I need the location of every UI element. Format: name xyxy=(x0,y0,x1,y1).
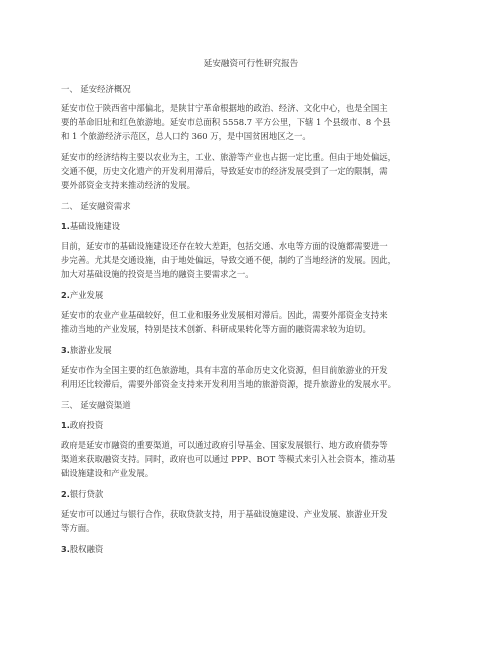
subheading-bank-loans xyxy=(61,489,103,500)
paragraph-line: 渠道来获取融资支持。同时，政府也可以通过 PPP、BOT 等模式来引入社会资本，推动基 xyxy=(61,454,396,464)
subheading-label: 银行贷款 xyxy=(69,489,104,499)
section-heading-channels: 三、 延安融资渠道 xyxy=(61,400,131,410)
paragraph-line: 推动当地的产业发展，特别是技术创新、科研成果转化等方面的融资需求较为迫切。 xyxy=(61,324,371,334)
section-heading-economy: 一、 延安经济概况 xyxy=(61,84,131,94)
subheading-label: 基础设施建设 xyxy=(69,221,121,231)
subheading-number: 3. xyxy=(61,345,70,355)
subheading-number: 1. xyxy=(61,420,70,430)
subheading-government xyxy=(61,420,103,431)
subheading-equity-financing xyxy=(61,544,103,555)
paragraph-line: 加大对基础设施的投资是当地的融资主要需求之一。 xyxy=(61,269,254,279)
paragraph-line: 交通不便，历史文化遗产的开发利用滞后，导致延安市的经济发展受到了一定的限制，需 xyxy=(61,166,388,176)
subheading-industry xyxy=(61,290,103,301)
section-heading-demand: 二、 延安融资需求 xyxy=(61,201,131,211)
paragraph-line: 步完善。尤其是交通设施，由于地处偏远，导致交通不便，制约了当地经济的发展。因此， xyxy=(61,255,396,265)
paragraph-line: 要外部资金支持来推动经济的发展。 xyxy=(61,180,195,190)
subheading-label: 政府投资 xyxy=(69,420,104,430)
subheading-label: 产业发展 xyxy=(69,290,104,300)
paragraph-line: 等方面。 xyxy=(61,523,95,533)
subheading-number: 1. xyxy=(61,221,70,231)
paragraph-line: 利用还比较滞后，需要外部资金支持来开发利用当地的旅游资源，提升旅游业的发展水平。 xyxy=(61,379,396,389)
subheading-number: 3. xyxy=(61,544,70,554)
subheading-label: 旅游业发展 xyxy=(69,345,112,355)
paragraph-line: 和 1 个旅游经济示范区，总人口约 360 万，是中国贫困地区之一。 xyxy=(61,131,311,141)
paragraph-line: 延安市可以通过与银行合作，获取贷款支持，用于基础设施建设、产业发展、旅游业开发 xyxy=(61,509,388,519)
paragraph-line: 延安市的农业产业基础较好，但工业和服务业发展相对滞后。因此，需要外部资金支持来 xyxy=(61,310,388,320)
paragraph-line: 目前，延安市的基础设施建设还存在较大差距，包括交通、水电等方面的设施都需要进一 xyxy=(61,241,388,251)
subheading-label: 股权融资 xyxy=(69,544,104,554)
subheading-number: 2. xyxy=(61,290,70,300)
subheading-number: 2. xyxy=(61,489,70,499)
paragraph-line: 政府是延安市融资的重要渠道，可以通过政府引导基金、国家发展银行、地方政府债券等 xyxy=(61,440,388,450)
paragraph-line: 础设施建设和产业发展。 xyxy=(61,468,154,478)
subheading-infrastructure xyxy=(61,221,120,232)
subheading-tourism xyxy=(61,345,112,356)
paragraph-line: 延安市作为全国主要的红色旅游地，具有丰富的革命历史文化资源，但目前旅游业的开发 xyxy=(61,365,388,375)
paragraph-line: 延安市位于陕西省中部偏北，是陕甘宁革命根据地的政治、经济、文化中心，也是全国主 xyxy=(61,103,388,113)
document-title: 延安融资可行性研究报告 xyxy=(203,59,299,69)
paragraph-line: 要的革命旧址和红色旅游地。延安市总面积 5558.7 平方公里，下辖 1 个县级市、8 个县 xyxy=(61,117,391,127)
paragraph-line: 延安市的经济结构主要以农业为主，工业、旅游等产业也占据一定比重。但由于地处偏远， xyxy=(61,152,396,162)
